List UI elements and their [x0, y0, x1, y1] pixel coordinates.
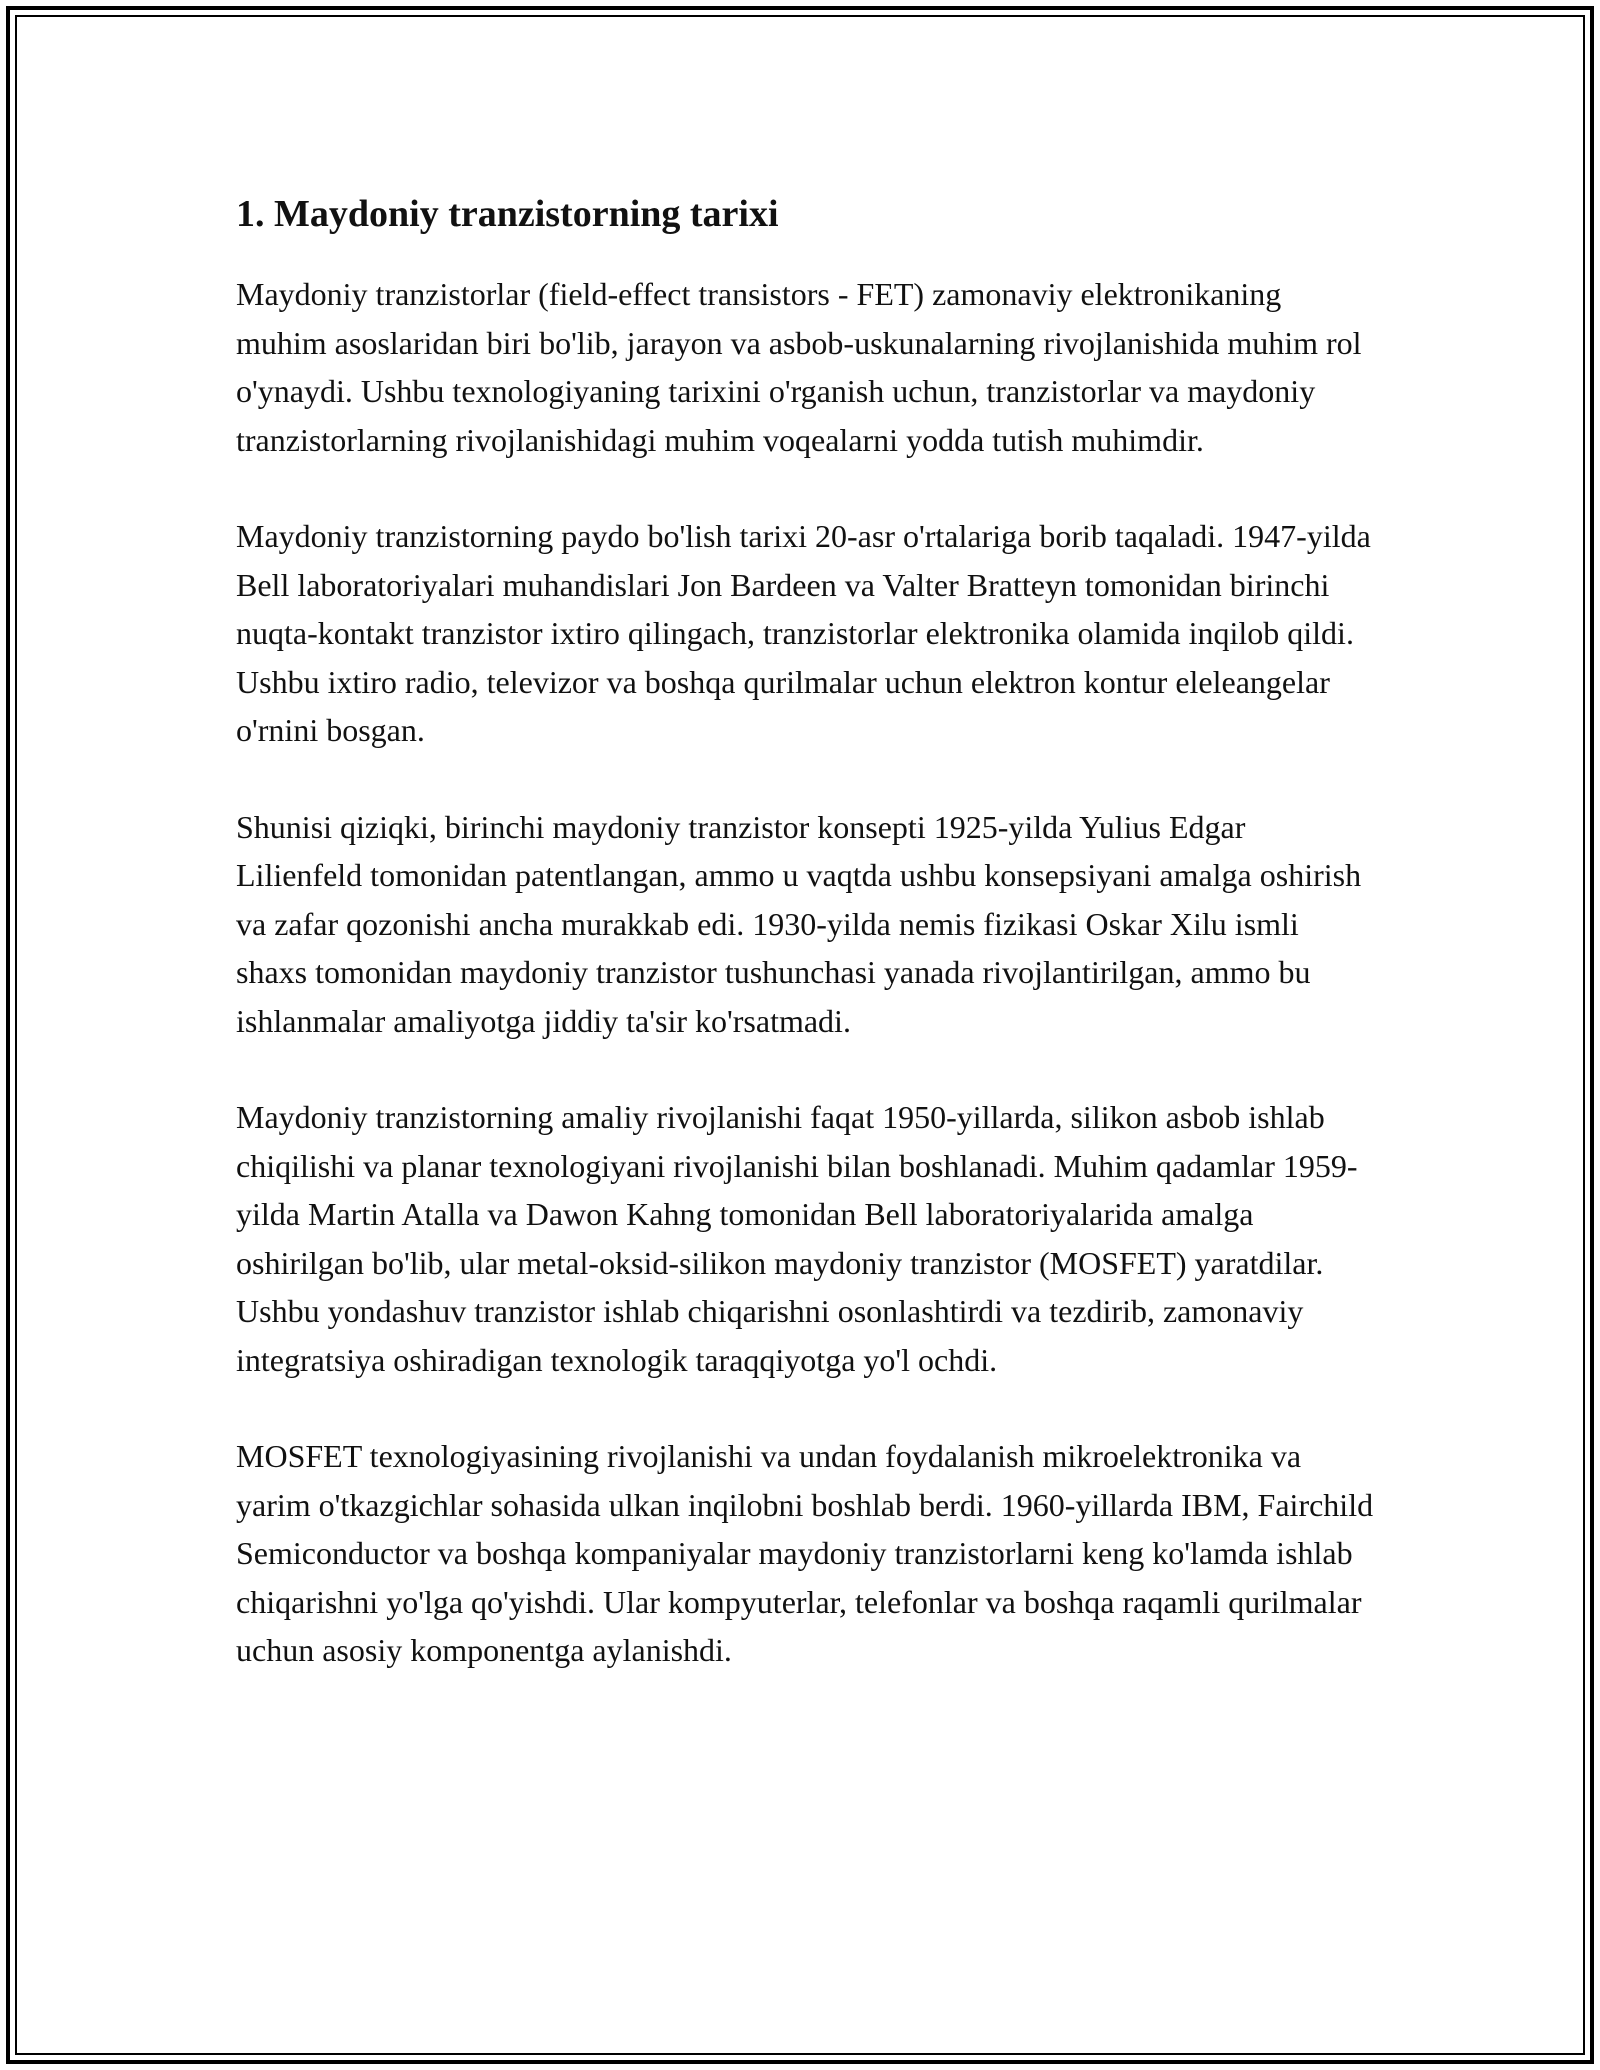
paragraph-early-concept: Shunisi qiziqki, birinchi maydoniy tranzistor konsepti 1925-yilda Yulius Edgar Lilienfeld tomonidan patentlangan, ammo u vaqtda ushbu konsepsiyani amalga oshirish va zafar qozonishi ancha murakkab edi. 1930-yilda nemis fizikasi Oskar Xilu ismli shaxs tomonidan maydoniy tranzistor tushunchasi yanada rivojlantirilgan, ammo bu ishlanmalar amaliyotga jiddiy ta'sir ko'rsatmadi.: [236, 808, 1362, 1039]
paragraph-mosfet-impact: MOSFET texnologiyasining rivojlanishi va undan foydalanish mikroelektronika va yarim o'tkazgichlar sohasida ulkan inqilobni boshlab berdi. 1960-yillarda IBM, Fairchild Semiconductor va boshqa kompaniyalar maydoniy tranzistorlarni keng ko'lamda ishlab chiqarishni yo'lga qo'yishdi. Ular kompyuterlar, telefonlar va boshqa raqamli qurilmalar uchun asosiy komponentga aylanishdi.: [236, 1438, 1374, 1668]
document-body: [236, 186, 1376, 1723]
section-heading: 1. Maydoniy tranzistorning tarixi: [236, 193, 779, 235]
paragraph-intro: Maydoniy tranzistorlar (field-effect transistors - FET) zamonaviy elektronikaning muhim asoslaridan biri bo'lib, jarayon va asbob-uskunalarning rivojlanishida muhim rol o'ynaydi. Ushbu texnologiyaning tarixini o'rganish uchun, tranzistorlar va maydoniy tranzistorlarning rivojlanishidagi muhim voqealarni yodda tutish muhimdir.: [236, 276, 1362, 458]
paragraph-practical-development: Maydoniy tranzistorning amaliy rivojlanishi faqat 1950-yillarda, silikon asbob ishlab chiqilishi va planar texnologiyani rivojlanishi bilan boshlanadi. Muhim qadamlar 1959-yilda Martin Atalla va Dawon Kahng tomonidan Bell laboratoriyalarida amalga oshirilgan bo'lib, ular metal-oksid-silikon maydoniy tranzistor (MOSFET) yaratdilar. Ushbu yondashuv tranzistor ishlab chiqarishni osonlashtirdi va tezdirib, zamonaviy integratsiya oshiradigan texnologik taraqqiyotga yo'l ochdi.: [236, 1099, 1358, 1378]
paragraph-origin: Maydoniy tranzistorning paydo bo'lish tarixi 20-asr o'rtalariga borib taqaladi. 1947-yilda Bell laboratoriyalari muhandislari Jon Bardeen va Valter Bratteyn tomonidan birinchi nuqta-kontakt tranzistor ixtiro qilingach, tranzistorlar elektronika olamida inqilob qildi. Ushbu ixtiro radio, televizor va boshqa qurilmalar uchun elektron kontur eleleangelar o'rnini bosgan.: [236, 518, 1371, 748]
